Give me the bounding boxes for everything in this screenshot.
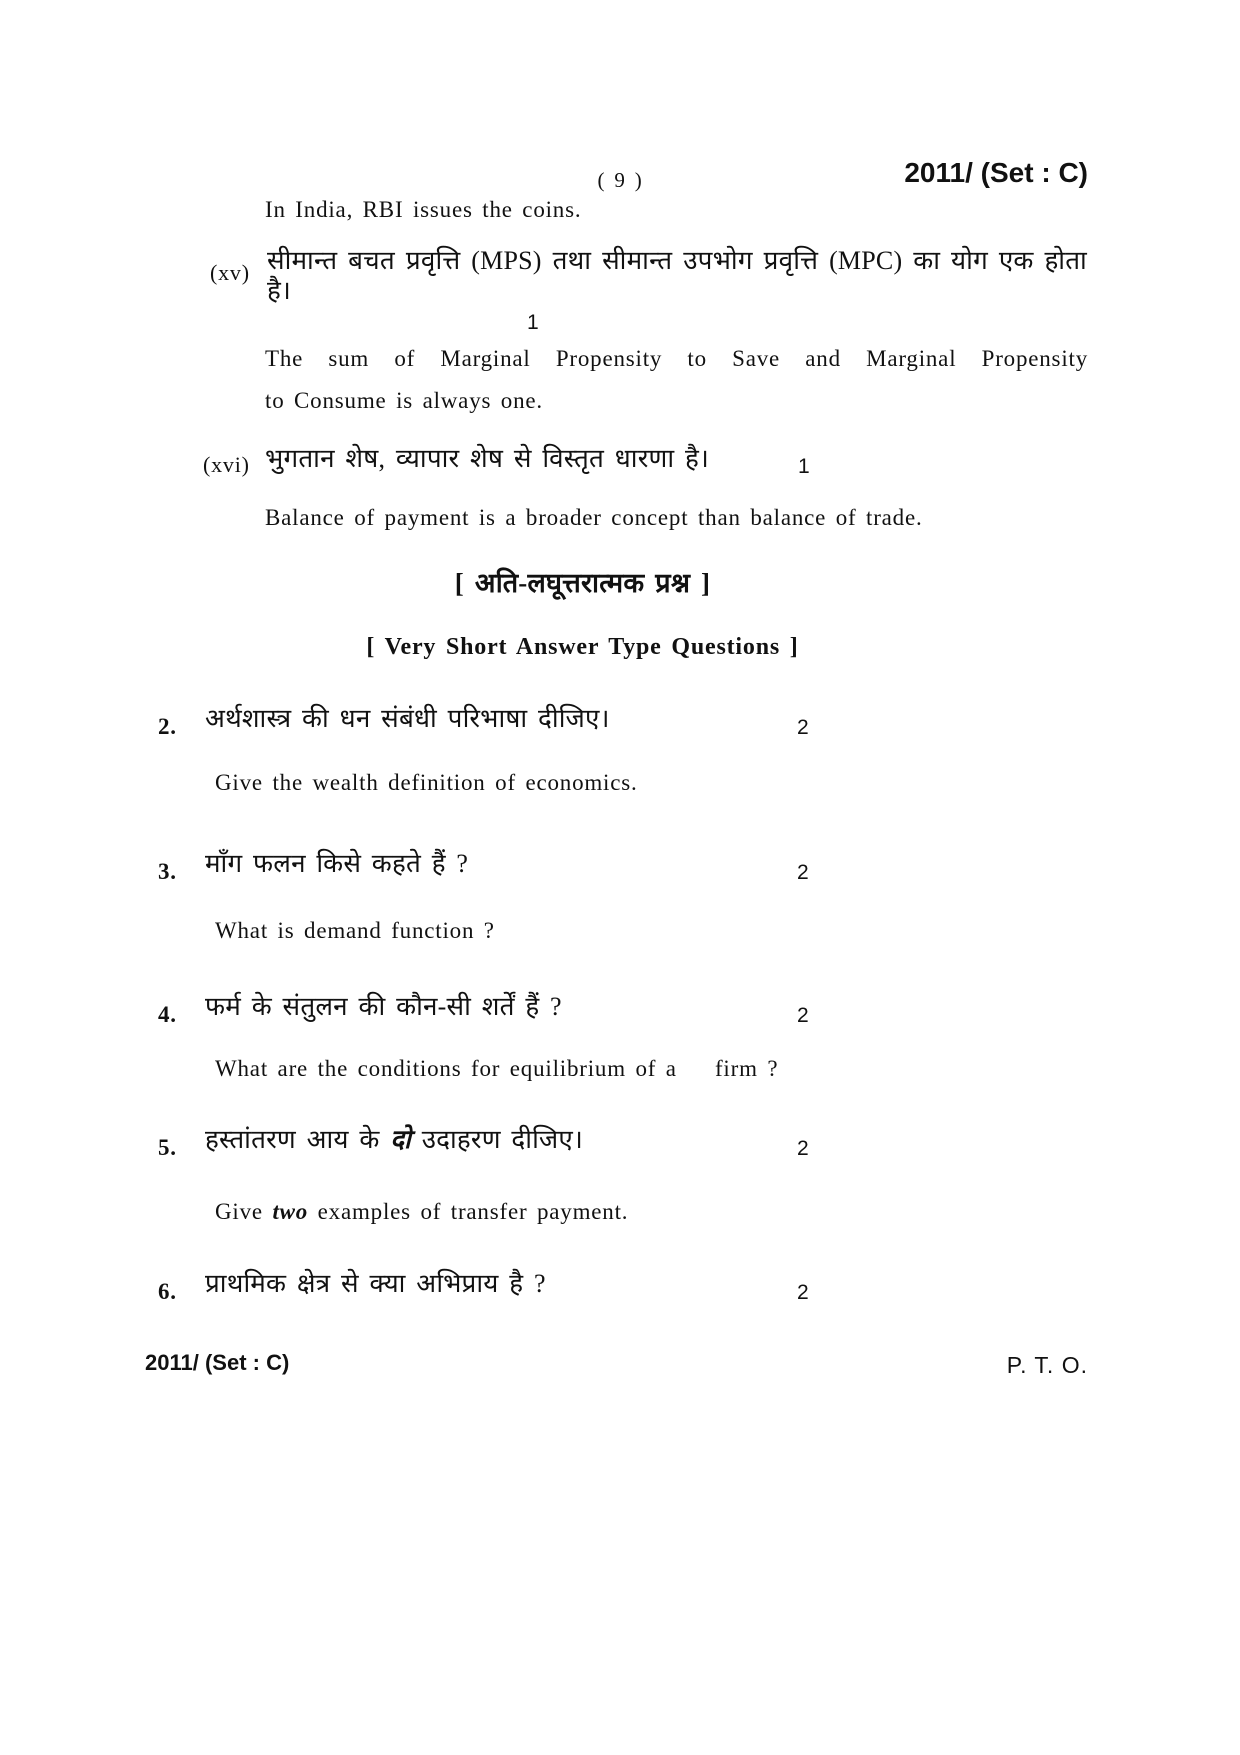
question-3-marks: 2 xyxy=(797,861,809,884)
subq-xvi-english: Balance of payment is a broader concept than balance of trade. xyxy=(265,505,923,530)
question-5-hindi-prefix: हस्तांतरण आय के xyxy=(205,1125,391,1154)
question-5-english-suffix: examples of transfer payment. xyxy=(308,1199,629,1224)
footer-set-code: 2011/ (Set : C) xyxy=(145,1350,290,1375)
subq-xvi-marks: 1 xyxy=(798,455,810,478)
question-3-hindi: माँग फलन किसे कहते हैं ? xyxy=(205,849,469,878)
question-5-english xyxy=(215,1199,628,1225)
subq-xv-label: (xv) xyxy=(210,260,250,285)
question-6-hindi: प्राथमिक क्षेत्र से क्या अभिप्राय है ? xyxy=(205,1269,546,1298)
question-6-marks: 2 xyxy=(797,1281,809,1304)
question-5-hindi-emphasis: दो xyxy=(390,1125,411,1154)
question-5-hindi-suffix: उदाहरण दीजिए। xyxy=(411,1125,584,1154)
question-2-english: Give the wealth definition of economics. xyxy=(215,770,638,795)
subq-xvi-hindi: भुगतान शेष, व्यापार शेष से विस्तृत धारणा है। xyxy=(265,444,710,473)
section-heading-english: [ Very Short Answer Type Questions ] xyxy=(366,634,799,660)
question-5-english-emphasis: two xyxy=(272,1199,309,1224)
question-4-english: What are the conditions for equilibrium of a firm ? xyxy=(215,1056,779,1081)
subq-xv-english-line1: The sum of Marginal Propensity to Save and Marginal Propensity xyxy=(265,346,1088,371)
question-4-marks: 2 xyxy=(797,1004,809,1027)
page-number: ( 9 ) xyxy=(597,168,643,192)
question-5-number: 5. xyxy=(158,1135,177,1160)
subq-xv-marks: 1 xyxy=(527,311,539,334)
question-2-number: 2. xyxy=(158,714,177,739)
question-5-hindi xyxy=(205,1125,583,1155)
header-set-code: 2011/ (Set : C) xyxy=(904,157,1088,188)
intro-line: In India, RBI issues the coins. xyxy=(265,197,582,222)
question-3-english: What is demand function ? xyxy=(215,918,495,943)
footer-pto: P. T. O. xyxy=(1006,1352,1088,1378)
question-3-number: 3. xyxy=(158,859,177,884)
question-2-hindi: अर्थशास्त्र की धन संबंधी परिभाषा दीजिए। xyxy=(205,704,610,733)
question-5-marks: 2 xyxy=(797,1137,809,1160)
question-6-number: 6. xyxy=(158,1279,177,1304)
subq-xv-hindi: सीमान्त बचत प्रवृत्ति (MPS) तथा सीमान्त उपभोग प्रवृत्ति (MPC) का योग एक होता है। xyxy=(267,246,1087,305)
subq-xv-english-line2: to Consume is always one. xyxy=(265,388,543,413)
question-5-english-prefix: Give xyxy=(215,1199,273,1224)
subq-xvi-label: (xvi) xyxy=(203,452,250,477)
section-heading-hindi: [ अति-लघूत्तरात्मक प्रश्न ] xyxy=(454,568,711,598)
question-2-marks: 2 xyxy=(797,716,809,739)
question-4-number: 4. xyxy=(158,1002,177,1027)
question-4-hindi: फर्म के संतुलन की कौन-सी शर्तें हैं ? xyxy=(205,992,562,1021)
